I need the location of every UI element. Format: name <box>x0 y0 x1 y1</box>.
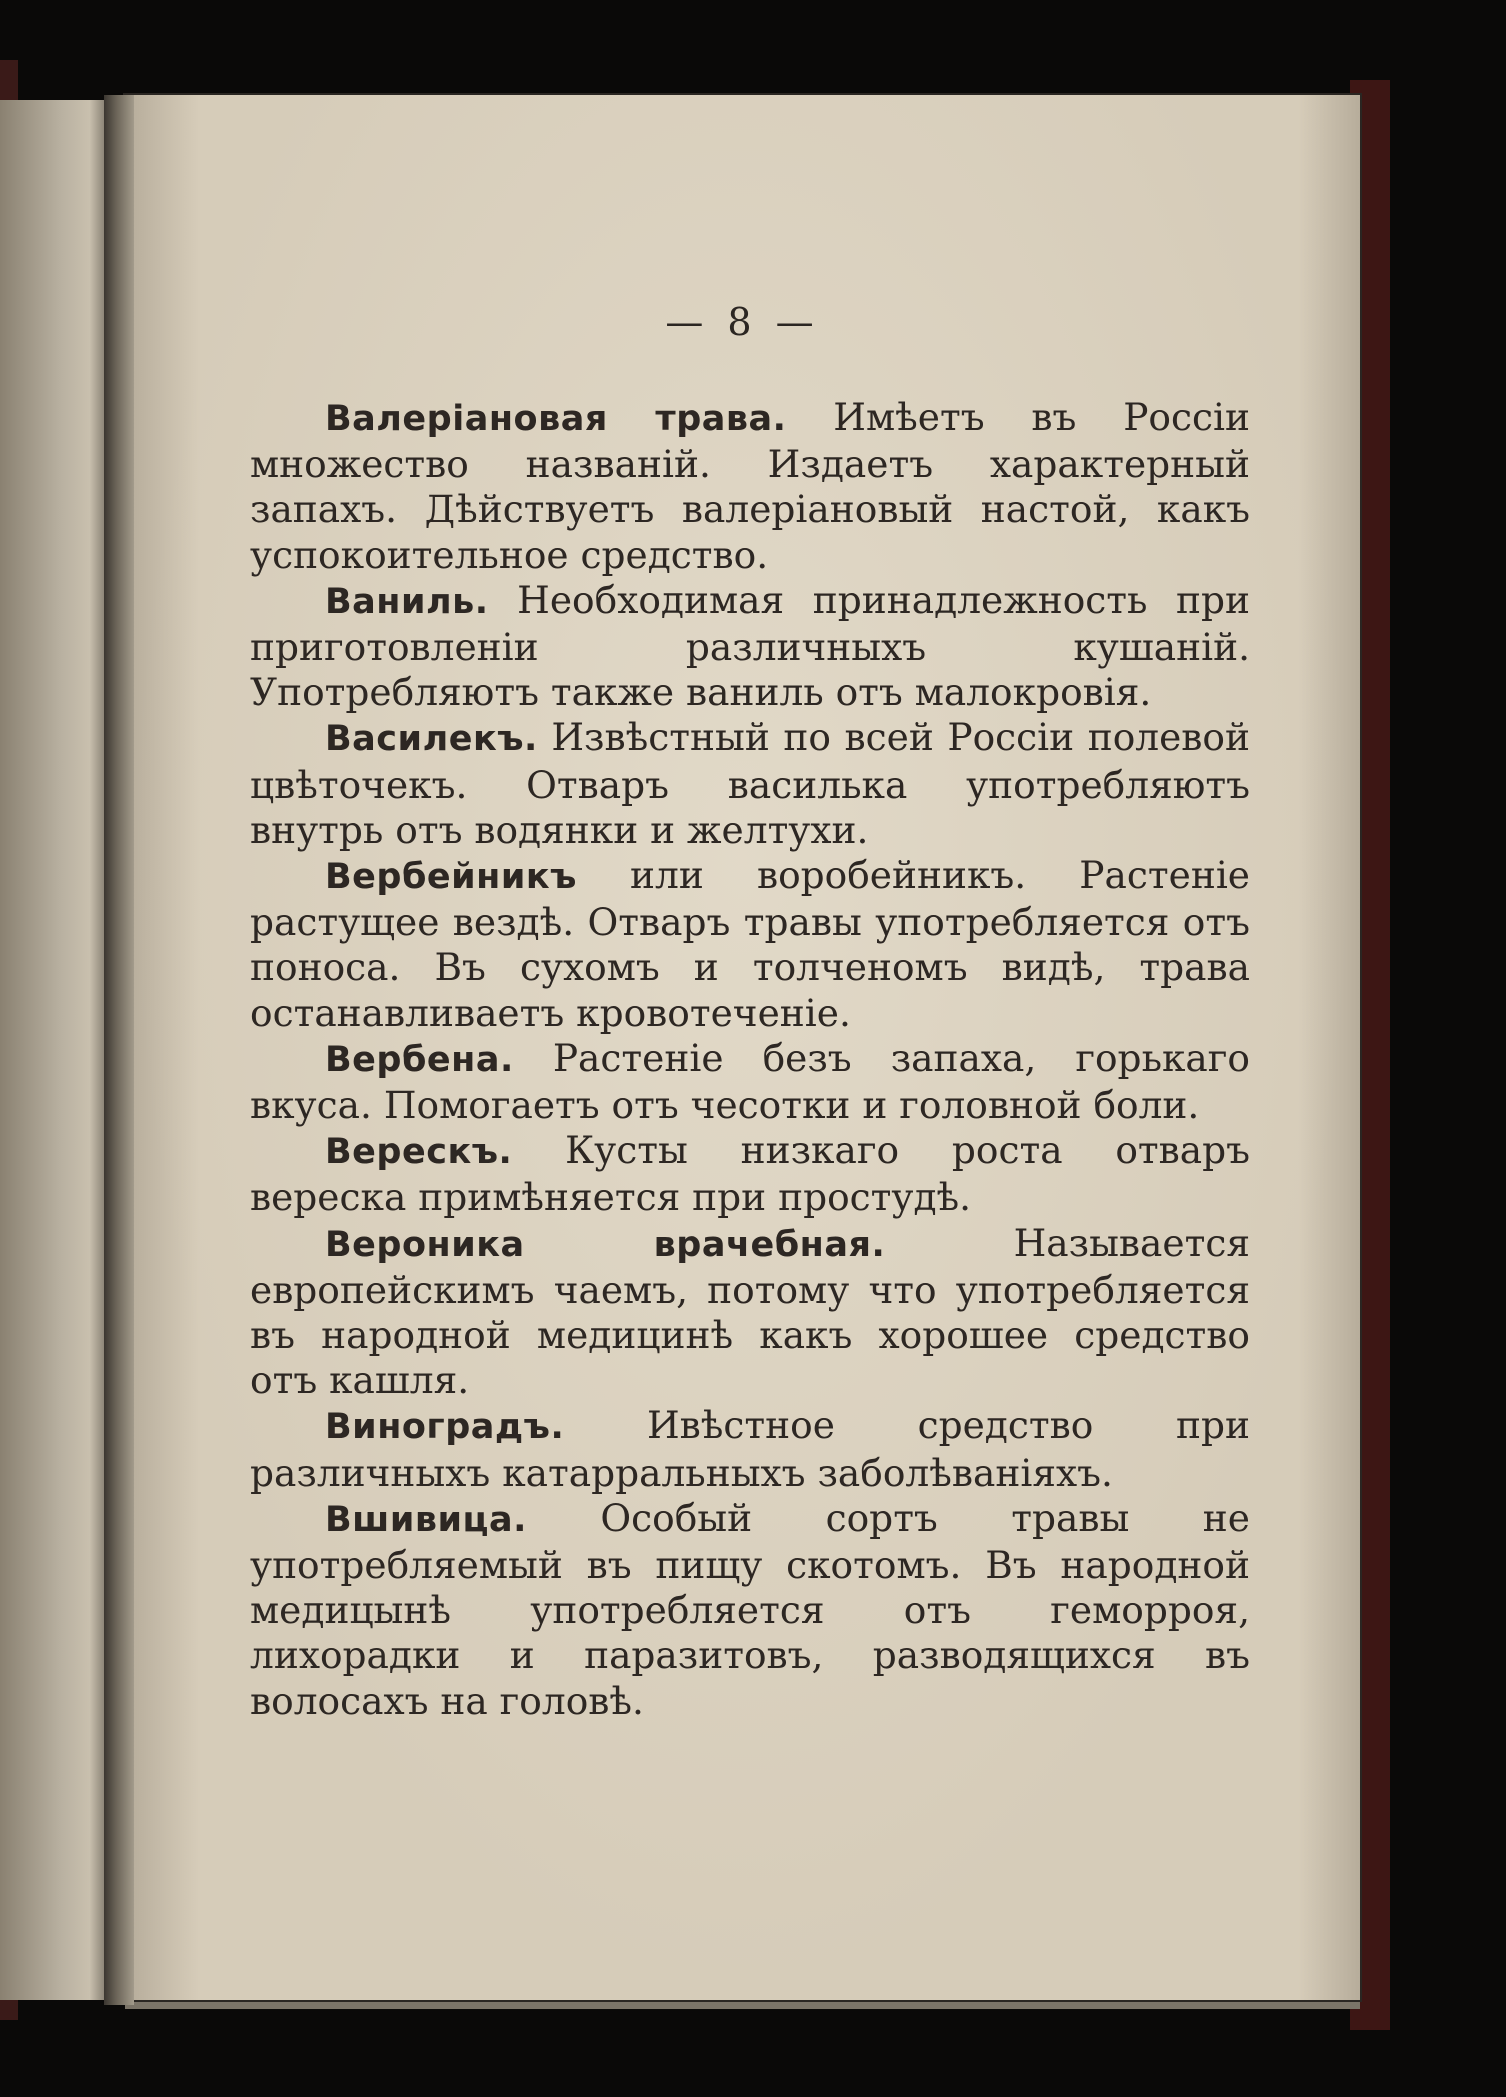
entries-list <box>250 395 1250 1724</box>
entry-speedwell <box>250 1221 1250 1404</box>
entry-verbena <box>250 1036 1250 1128</box>
entry-term: Вероника врачебная. <box>325 1224 886 1265</box>
entry-text: Кусты низкаго роста отваръ вереска примѣняется при простудѣ. <box>250 1128 1251 1220</box>
entry-term: Вербейникъ <box>325 857 577 898</box>
page-number: — 8 — <box>665 300 820 344</box>
entry-valerian <box>250 395 1250 578</box>
entry-cornflower <box>250 715 1250 853</box>
book-gutter <box>104 95 134 2005</box>
entry-term: Виноградъ. <box>325 1407 565 1448</box>
entry-vanilla <box>250 578 1250 716</box>
entry-grape <box>250 1403 1250 1495</box>
entry-text: Называется европейскимъ чаемъ, потому что употребляется въ народной медицинѣ какъ хорошее средство отъ кашля. <box>250 1220 1251 1403</box>
entry-text: или воробейникъ. Растеніе растущее вездѣ. Отваръ травы употребляется отъ поноса. Въ сухомъ и толченомъ видѣ, трава останавливаетъ кровотеченіе. <box>250 853 1250 1035</box>
entry-term: Верескъ. <box>325 1132 513 1173</box>
entry-term: Вшивица. <box>325 1499 527 1540</box>
entry-heather <box>250 1128 1250 1220</box>
entry-term: Василекъ. <box>325 719 538 760</box>
entry-text: Ивѣстное средство при различныхъ катарральныхъ заболѣваніяхъ. <box>250 1403 1251 1495</box>
entry-lousewort <box>250 1496 1250 1724</box>
entry-text: Растеніе безъ запаха, горькаго вкуса. Помогаетъ отъ чесотки и головной боли. <box>250 1035 1251 1128</box>
facing-page-edge <box>0 100 112 2000</box>
entry-text: Особый сортъ травы не употребляемый въ пищу скотомъ. Въ народной медицынѣ употребляется отъ геморроя, лихорадки и паразитовъ, разводящихся въ волосахъ на головѣ. <box>250 1495 1250 1723</box>
entry-term: Вербена. <box>325 1039 514 1080</box>
entry-term: Ваниль. <box>325 581 489 622</box>
book-page <box>125 95 1360 2000</box>
entry-term: Валеріановая трава. <box>325 399 787 439</box>
entry-loosestrife <box>250 853 1250 1036</box>
entry-text: Имѣетъ въ Россіи множество названій. Издаетъ характерный запахъ. Дѣйствуетъ валеріановый настой, какъ успокоительное средство. <box>250 395 1251 577</box>
entry-text: Извѣстный по всей Россіи полевой цвѣточекъ. Отваръ василька употребляютъ внутрь отъ водянки и желтухи. <box>250 715 1250 852</box>
entry-text: Необходимая принадлежность при приготовленіи различныхъ кушаній. Употребляютъ также ваниль отъ малокровія. <box>250 577 1251 715</box>
